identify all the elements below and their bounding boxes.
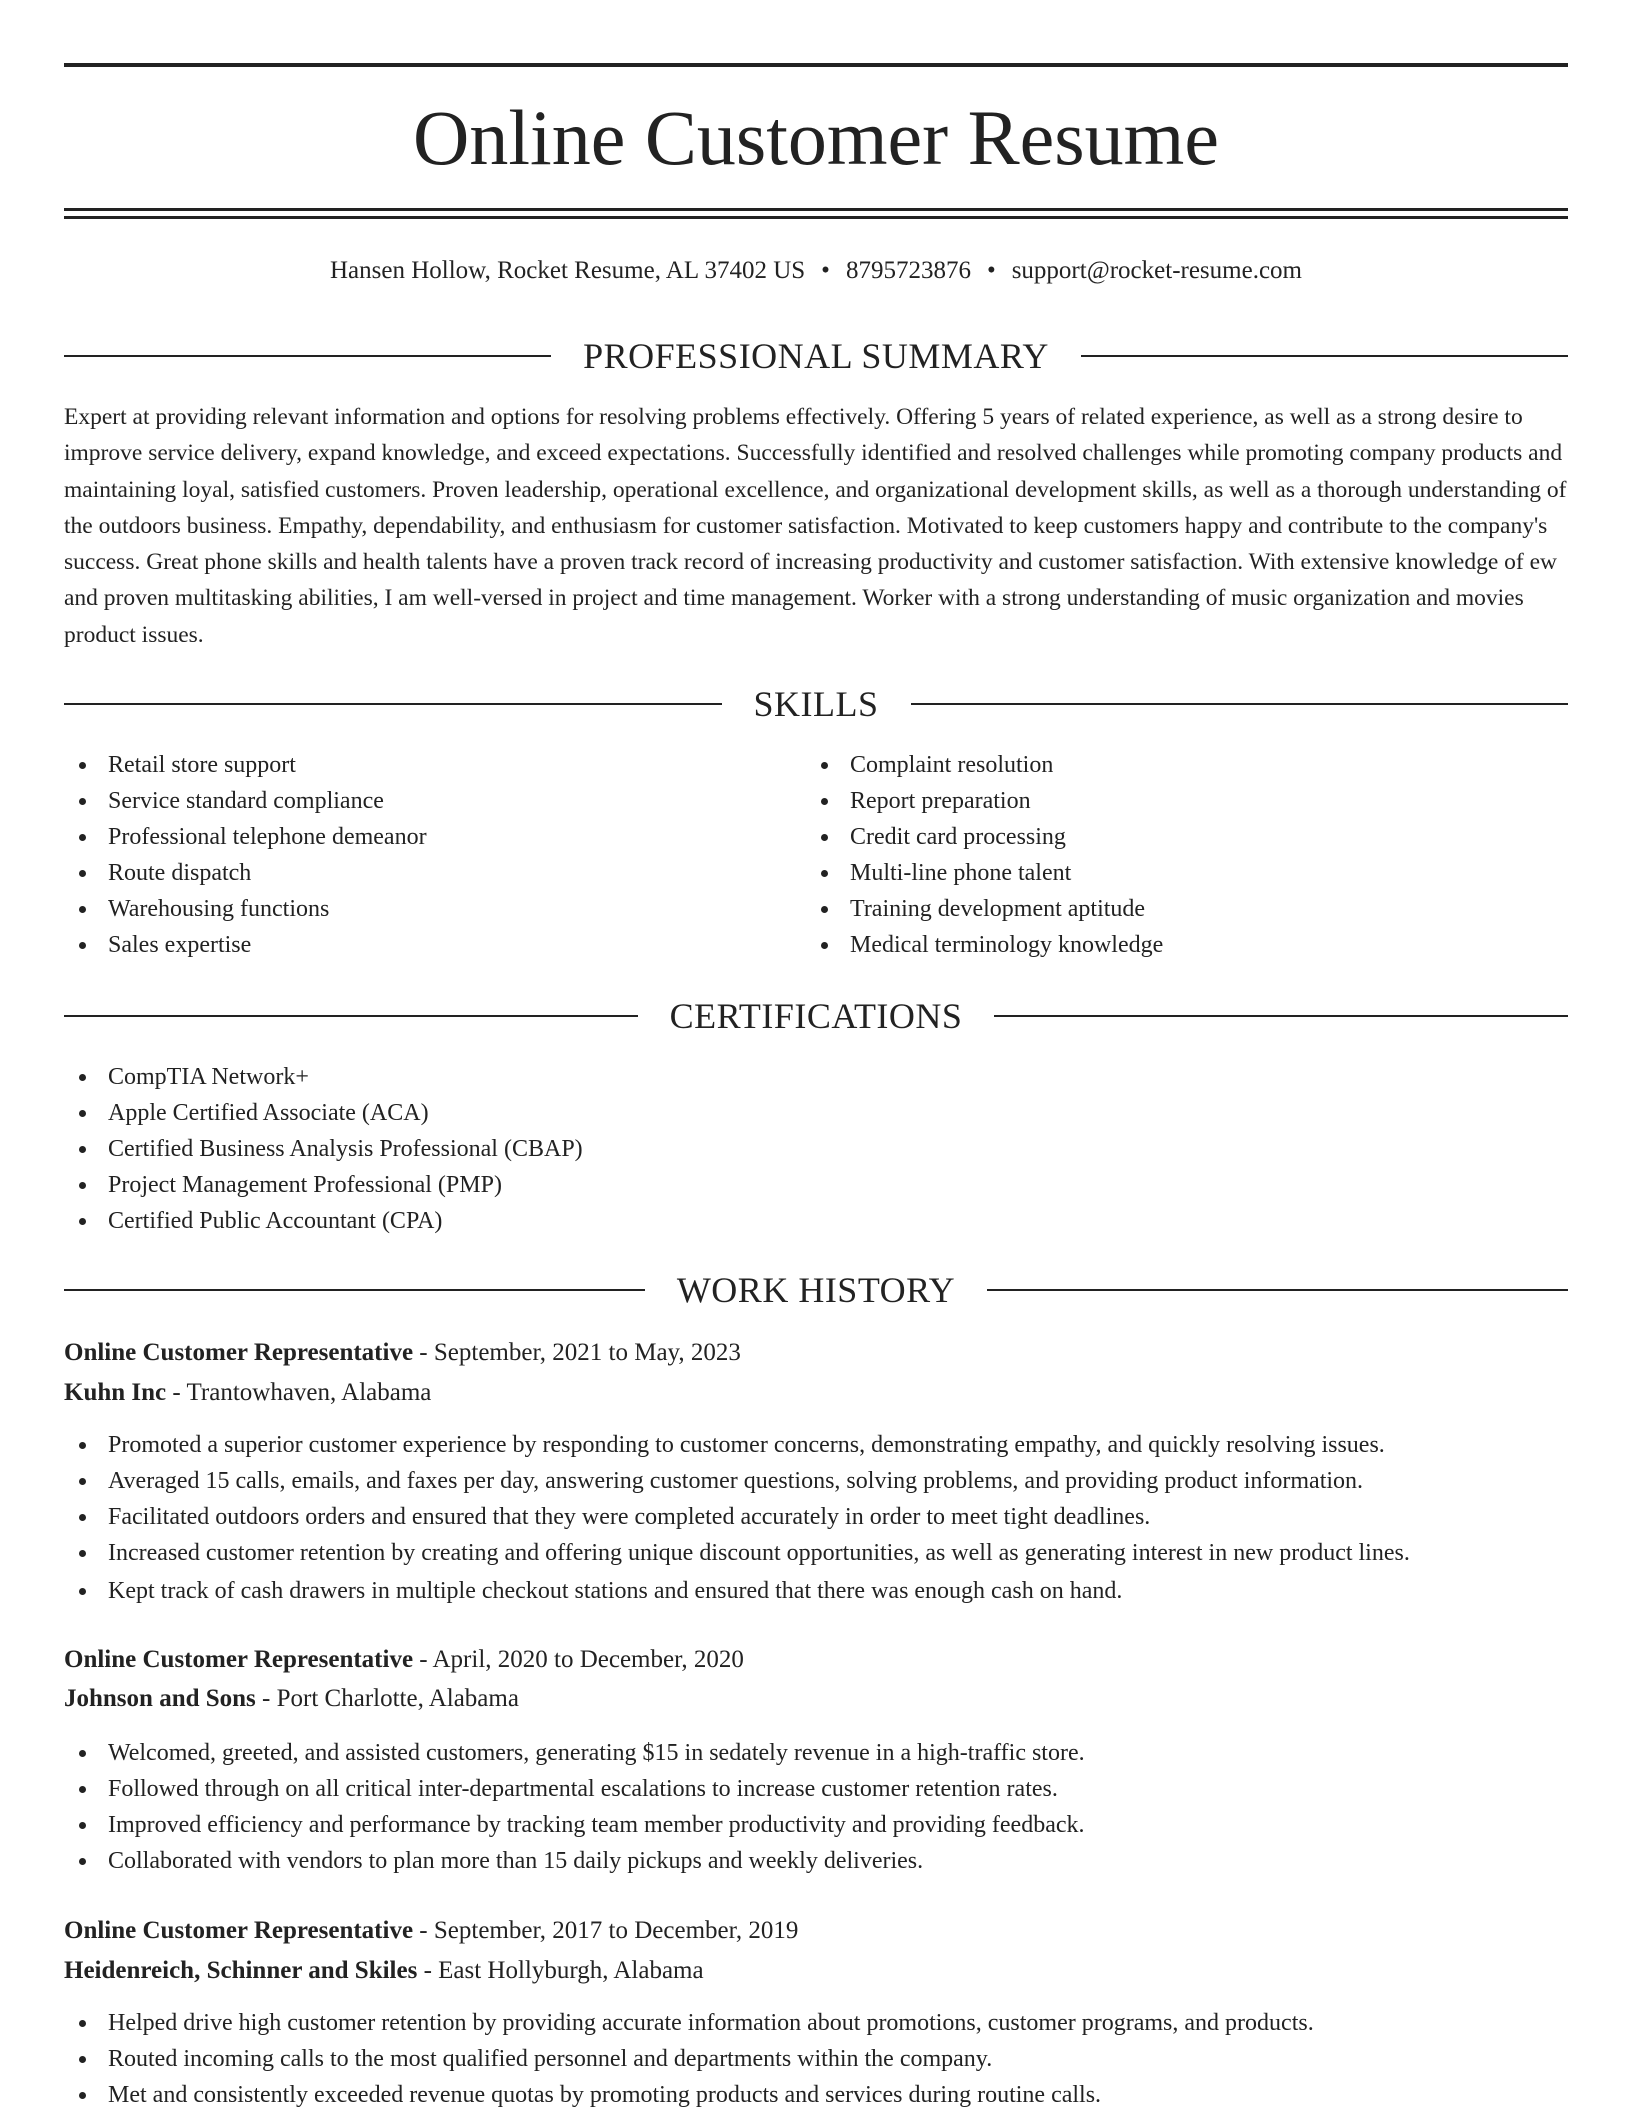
job-bullet: Averaged 15 calls, emails, and faxes per day, answering customer questions, solving problems, and providing product information. <box>64 1463 1568 1499</box>
job-title: Online Customer Representative <box>64 1917 414 1944</box>
job-bullets <box>64 1427 1568 1609</box>
skill-item: Complaint resolution <box>806 747 1566 783</box>
job-title: Online Customer Representative <box>64 1646 414 1673</box>
summary-heading-label: PROFESSIONAL SUMMARY <box>583 336 1049 376</box>
top-rule <box>64 63 1568 67</box>
job-bullets <box>64 1735 1568 1879</box>
job-bullet: Improved efficiency and performance by tracking team member productivity and providing feedback. <box>64 1807 1568 1843</box>
skills-list-left <box>64 747 764 963</box>
skill-item: Professional telephone demeanor <box>64 819 764 855</box>
job-title-line <box>64 1641 1568 1679</box>
job-company: Kuhn Inc <box>64 1379 167 1406</box>
work-history-heading <box>64 1267 1568 1313</box>
contact-line <box>64 253 1568 289</box>
certification-item: Certified Business Analysis Professional (CBAP) <box>64 1131 1064 1167</box>
heading-rule-right <box>911 703 1569 705</box>
job-location: - Trantowhaven, Alabama <box>166 1379 432 1406</box>
job-bullet: Collaborated with vendors to plan more than 15 daily pickups and weekly deliveries. <box>64 1843 1568 1879</box>
job-dates: - April, 2020 to December, 2020 <box>413 1646 744 1673</box>
job-location: - Port Charlotte, Alabama <box>255 1685 519 1712</box>
contact-separator: • <box>986 257 996 284</box>
job-dates: - September, 2021 to May, 2023 <box>413 1339 741 1366</box>
skill-item: Report preparation <box>806 783 1566 819</box>
contact-separator: • <box>821 257 830 284</box>
job-company-line <box>64 1680 1568 1718</box>
skills-heading <box>64 681 1568 727</box>
job-company: Johnson and Sons <box>64 1685 256 1712</box>
certifications-list <box>64 1059 1064 1239</box>
job-location: - East Hollyburgh, Alabama <box>417 1957 704 1984</box>
skill-item: Multi-line phone talent <box>806 855 1566 891</box>
job-bullet: Promoted a superior customer experience by responding to customer concerns, demonstrating empathy, and quickly resolving issues. <box>64 1427 1568 1463</box>
skill-item: Route dispatch <box>64 855 764 891</box>
job-company-line <box>64 1374 1568 1412</box>
heading-rule-right <box>1081 355 1568 357</box>
skill-item: Warehousing functions <box>64 891 764 927</box>
title-rule-upper <box>64 208 1568 211</box>
heading-rule-right <box>987 1289 1568 1291</box>
job-company: Heidenreich, Schinner and Skiles <box>64 1957 418 1984</box>
job-bullet: Facilitated outdoors orders and ensured that they were completed accurately in order to meet tight deadlines. <box>64 1499 1568 1535</box>
skill-item: Retail store support <box>64 747 764 783</box>
certification-item: Project Management Professional (PMP) <box>64 1167 1064 1203</box>
title-rule-lower <box>64 216 1568 219</box>
certification-item: Certified Public Accountant (CPA) <box>64 1203 1064 1239</box>
certifications-heading <box>64 993 1568 1039</box>
heading-rule-left <box>64 1015 638 1017</box>
job-bullets <box>64 2005 1568 2113</box>
job-bullet: Welcomed, greeted, and assisted customers, generating $15 in sedately revenue in a high-traffic store. <box>64 1735 1568 1771</box>
job-title: Online Customer Representative <box>64 1339 414 1366</box>
job-bullet: Helped drive high customer retention by providing accurate information about promotions, customer programs, and products. <box>64 2005 1568 2041</box>
skill-item: Medical terminology knowledge <box>806 927 1566 963</box>
summary-text: Expert at providing relevant information and options for resolving problems effectively. Offering 5 years of related experience, as well as a strong desire to improve service delivery, expand knowledge, and exceed expectations. Successfully identified and resolved challenges while promoting company products and maintaining loyal, satisfied customers. Proven leadership, operational excellence, and organizational development skills, as well as a thorough understanding of the outdoors business. Empathy, dependability, and enthusiasm for customer satisfaction. Motivated to keep customers happy and contribute to the company's success. Great phone skills and health talents have a proven track record of increasing productivity and customer satisfaction. With extensive knowledge of ew and proven multitasking abilities, I am well-versed in project and time management. Worker with a strong understanding of music organization and movies product issues. <box>64 404 1567 648</box>
job-company-line <box>64 1952 1568 1990</box>
skill-item: Credit card processing <box>806 819 1566 855</box>
certification-item: CompTIA Network+ <box>64 1059 1064 1095</box>
contact-email: support@rocket-resume.com <box>1011 257 1302 284</box>
certification-item: Apple Certified Associate (ACA) <box>64 1095 1064 1131</box>
job-bullet: Routed incoming calls to the most qualified personnel and departments within the company. <box>64 2041 1568 2077</box>
job-title-line <box>64 1912 1568 1950</box>
resume-title: Online Customer Resume <box>413 94 1219 181</box>
job-title-line <box>64 1334 1568 1372</box>
heading-rule-right <box>994 1015 1568 1017</box>
job-bullet: Followed through on all critical inter-departmental escalations to increase customer retention rates. <box>64 1771 1568 1807</box>
heading-rule-left <box>64 355 551 357</box>
skills-list-right <box>806 747 1566 963</box>
contact-address: Hansen Hollow, Rocket Resume, AL 37402 US <box>329 257 806 284</box>
skills-heading-label: SKILLS <box>753 684 879 724</box>
summary-heading <box>64 333 1568 379</box>
work-history-heading-label: WORK HISTORY <box>676 1270 956 1310</box>
heading-rule-left <box>64 1289 645 1291</box>
contact-phone: 8795723876 <box>845 257 971 284</box>
job-bullet: Met and consistently exceeded revenue quotas by promoting products and services during routine calls. <box>64 2077 1568 2113</box>
job-dates: - September, 2017 to December, 2019 <box>413 1917 799 1944</box>
heading-rule-left <box>64 703 722 705</box>
skill-item: Service standard compliance <box>64 783 764 819</box>
skill-item: Training development aptitude <box>806 891 1566 927</box>
job-bullet: Increased customer retention by creating and offering unique discount opportunities, as well as generating interest in new product lines. <box>64 1535 1568 1571</box>
job-bullet: Kept track of cash drawers in multiple checkout stations and ensured that there was enough cash on hand. <box>64 1573 1568 1609</box>
certifications-heading-label: CERTIFICATIONS <box>669 996 963 1036</box>
skill-item: Sales expertise <box>64 927 764 963</box>
